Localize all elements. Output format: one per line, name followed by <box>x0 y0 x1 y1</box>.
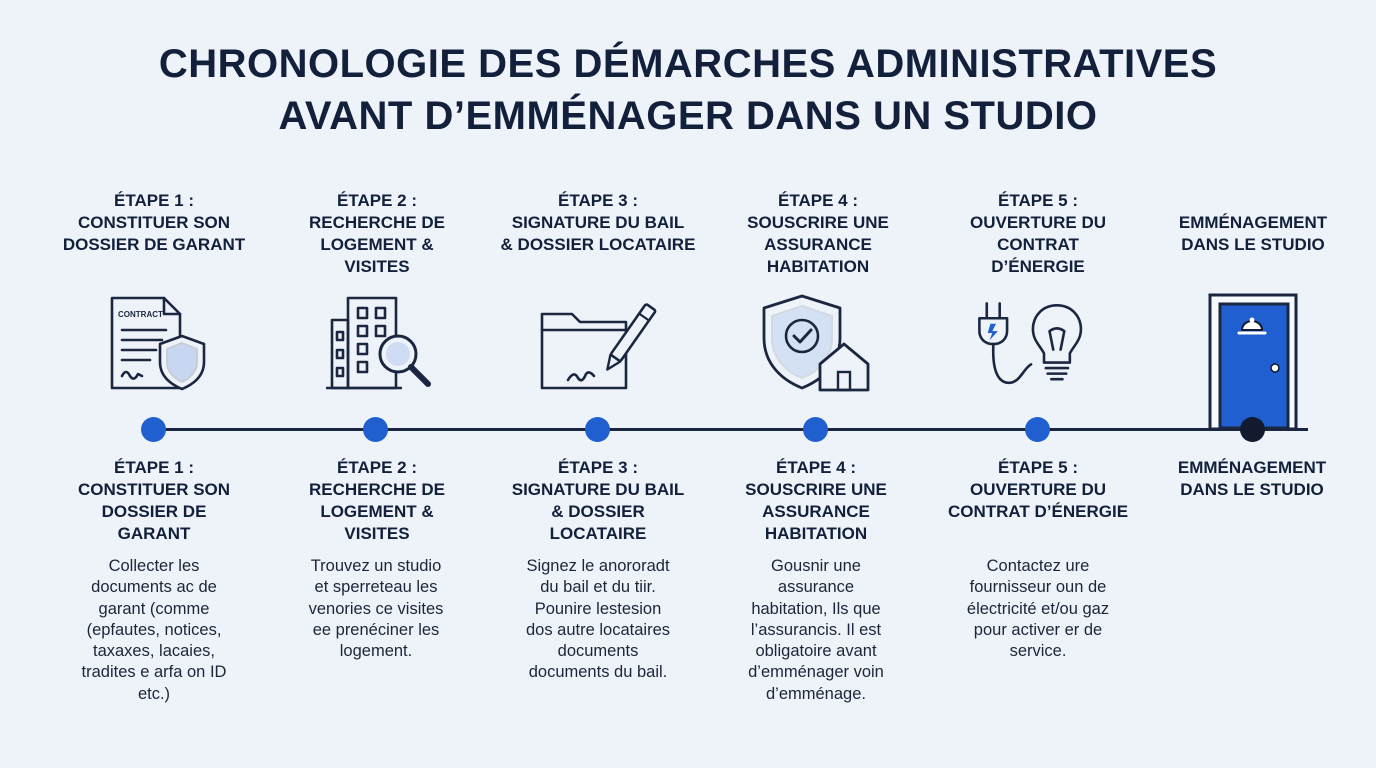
building-magnifier-icon <box>318 290 438 400</box>
step-3-top-heading: ÉTAPE 3 : SIGNATURE DU BAIL & DOSSIER LOCATAIRE <box>500 191 696 254</box>
timeline-dot-step-4 <box>803 417 828 442</box>
plug-bulb-icon <box>972 290 1092 400</box>
step-4-description: Gousnir une assurance habitation, Ils que l’assurancis. Il est obligatoire avant d’emménager voin d’emménage. <box>748 557 884 703</box>
timeline-dot-final <box>1240 417 1265 442</box>
contract-shield-icon <box>100 290 220 400</box>
step-3-bottom-heading: ÉTAPE 3 : SIGNATURE DU BAIL & DOSSIER LOCATAIRE <box>511 458 685 543</box>
shield-house-icon <box>756 290 876 400</box>
final-top-heading: EMMÉNAGEMENT DANS LE STUDIO <box>1178 213 1328 254</box>
final-bottom-heading: EMMÉNAGEMENT DANS LE STUDIO <box>1177 458 1327 499</box>
step-5-description: Contactez ure fournisseur oun de électricité et/ou gaz pour activer er de service. <box>966 557 1110 661</box>
step-5-top-heading: ÉTAPE 5 : OUVERTURE DU CONTRAT D’ÉNERGIE <box>969 191 1106 276</box>
step-1-top-heading: ÉTAPE 1 : CONSTITUER SON DOSSIER DE GARANT <box>62 191 246 254</box>
title-line-1: CHRONOLOGIE DES DÉMARCHES ADMINISTRATIVES <box>158 42 1218 86</box>
contract-label: CONTRACT <box>118 310 163 319</box>
step-4-bottom-heading: ÉTAPE 4 : SOUSCRIRE UNE ASSURANCE HABITATION <box>745 458 887 543</box>
step-4-top-heading: ÉTAPE 4 : SOUSCRIRE UNE ASSURANCE HABITATION <box>747 191 889 276</box>
timeline-dot-step-5 <box>1025 417 1050 442</box>
timeline-dot-step-2 <box>363 417 388 442</box>
folder-pen-icon <box>538 290 658 400</box>
timeline-dot-step-1 <box>141 417 166 442</box>
title-line-2: AVANT D’EMMÉNAGER DANS UN STUDIO <box>278 94 1098 138</box>
step-1-description: Collecter les documents ac de garant (comme (epfautes, notices, taxaxes, lacaies, tradites e arfa on ID etc.) <box>81 557 227 703</box>
step-2-top-heading: ÉTAPE 2 : RECHERCHE DE LOGEMENT & VISITES <box>308 191 446 276</box>
step-1-bottom-heading: ÉTAPE 1 : CONSTITUER SON DOSSIER DE GARANT <box>77 458 231 543</box>
door-icon <box>1206 292 1302 432</box>
timeline-line <box>153 428 1308 431</box>
timeline-dot-step-3 <box>585 417 610 442</box>
step-5-bottom-heading: ÉTAPE 5 : OUVERTURE DU CONTRAT D’ÉNERGIE <box>947 458 1129 521</box>
step-2-description: Trouvez un studio et sperreteau les venories ce visites ee prenéciner les logement. <box>308 557 444 661</box>
page-title <box>0 38 1376 142</box>
step-3-description: Signez le anororadt du bail et du tiir. Pounire lestesion dos autre locataires documents documents du bail. <box>526 557 670 682</box>
step-2-bottom-heading: ÉTAPE 2 : RECHERCHE DE LOGEMENT & VISITES <box>308 458 446 543</box>
